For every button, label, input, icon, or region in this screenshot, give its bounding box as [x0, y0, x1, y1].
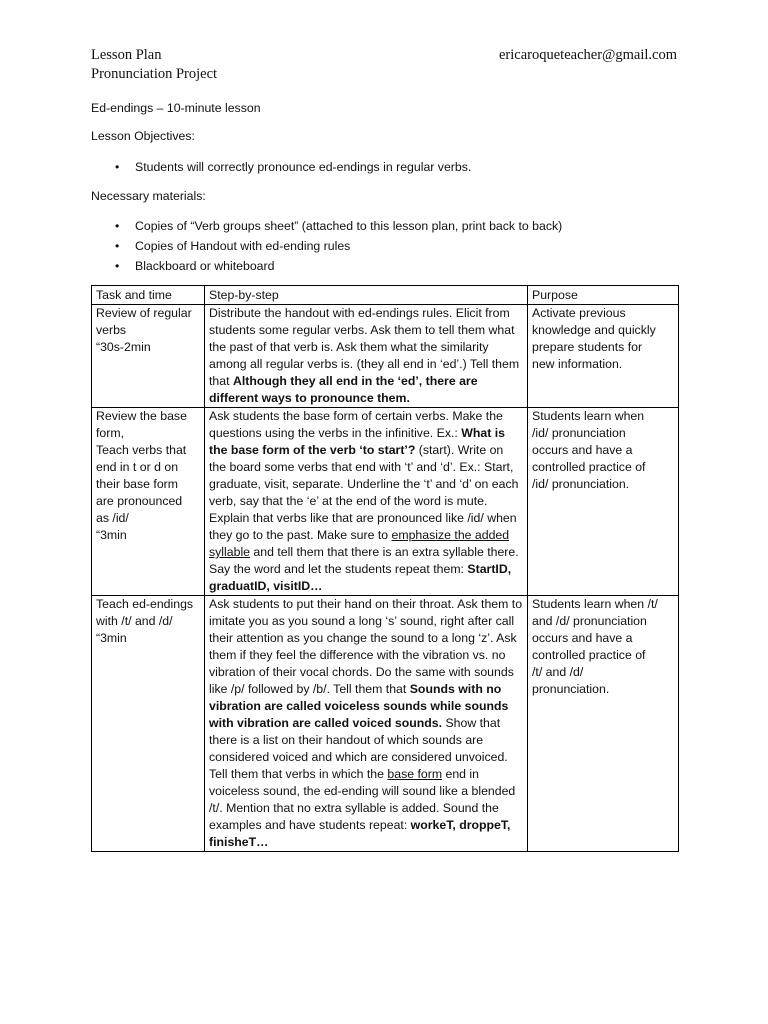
- header-title: Lesson Plan: [91, 47, 162, 63]
- header-subtitle: Pronunciation Project: [91, 66, 218, 82]
- task-cell: Teach ed-endings with /t/ and /d/ “3min: [92, 596, 205, 852]
- purpose-cell: Students learn when /t/ and /d/ pronunciation occurs and have a controlled practice of /t/ and /d/ pronunciation.: [528, 596, 679, 852]
- objectives-list: [91, 157, 471, 177]
- task-cell: Review of regular verbs “30s-2min: [92, 305, 205, 408]
- lesson-title: Ed-endings – 10-minute lesson: [91, 101, 261, 115]
- bullet-icon: •: [115, 239, 120, 253]
- lesson-plan-table: [91, 285, 679, 852]
- list-item: • Copies of Handout with ed-ending rules: [91, 236, 562, 256]
- table-row: [92, 596, 679, 852]
- list-item: • Blackboard or whiteboard: [91, 256, 562, 276]
- table-header-row: [92, 286, 679, 305]
- table-row: [92, 408, 679, 596]
- table-row: [92, 305, 679, 408]
- header-email: ericaroqueteacher@gmail.com: [499, 47, 677, 63]
- bullet-icon: •: [115, 259, 120, 273]
- steps-cell: Ask students to put their hand on their throat. Ask them to imitate you as you sound a long ‘s’ sound, right after call their attention as you change the sound to a long ‘z’. Ask them if they feel the difference with the vibration vs. no vibration of their vocal chords. Do the same with sounds like /p/ followed by /b/. Tell them that Sounds with no vibration are called voiceless sounds while sounds with vibration are called voiced sounds. Show that there is a list on their handout of which sounds are considered voiced and which are considered unvoiced. Tell them that verbs in which the base form end in voiceless sound, the ed-ending will sound like a blended /t/. Mention that no extra syllable is added. Sound the examples and have students repeat: workeT, droppeT, finisheT…: [205, 596, 528, 852]
- steps-cell: Ask students the base form of certain verbs. Make the questions using the verbs in the infinitive. Ex.: What is the base form of the verb ‘to start’? (start). Write on the board some verbs that end with ‘t’ and ‘d’. Ex.: Start, graduate, visit, separate. Underline the ‘t’ and ‘d’ on each verb, say that the ‘e’ at the end of the word is mute. Explain that verbs like that are pronounced like /id/ when they go to the past. Make sure to emphasize the added syllable and tell them that there is an extra syllable there. Say the word and let the students repeat them: StartID, graduatID, visitID…: [205, 408, 528, 596]
- materials-list: [91, 216, 562, 276]
- task-cell: Review the base form, Teach verbs that end in t or d on their base form are pronounced as /id/ “3min: [92, 408, 205, 596]
- column-header-steps: Step-by-step: [205, 286, 528, 305]
- purpose-cell: Students learn when /id/ pronunciation occurs and have a controlled practice of /id/ pronunciation.: [528, 408, 679, 596]
- purpose-cell: Activate previous knowledge and quickly prepare students for new information.: [528, 305, 679, 408]
- steps-cell: Distribute the handout with ed-endings rules. Elicit from students some regular verbs. Ask them to tell them what the past of that verb is. Ask them what the similarity among all regular verbs is. (they all end in ‘ed’.) Tell them that Although they all end in the ‘ed’, there are different ways to pronounce them.: [205, 305, 528, 408]
- column-header-purpose: Purpose: [528, 286, 679, 305]
- bullet-icon: •: [115, 219, 120, 233]
- document-header: [91, 46, 217, 84]
- objectives-heading: Lesson Objectives:: [91, 129, 195, 143]
- column-header-task: Task and time: [92, 286, 205, 305]
- materials-heading: Necessary materials:: [91, 189, 206, 203]
- bullet-icon: •: [115, 160, 120, 174]
- list-item: • Copies of “Verb groups sheet” (attached to this lesson plan, print back to back): [91, 216, 562, 236]
- list-item: • Students will correctly pronounce ed-endings in regular verbs.: [91, 157, 471, 177]
